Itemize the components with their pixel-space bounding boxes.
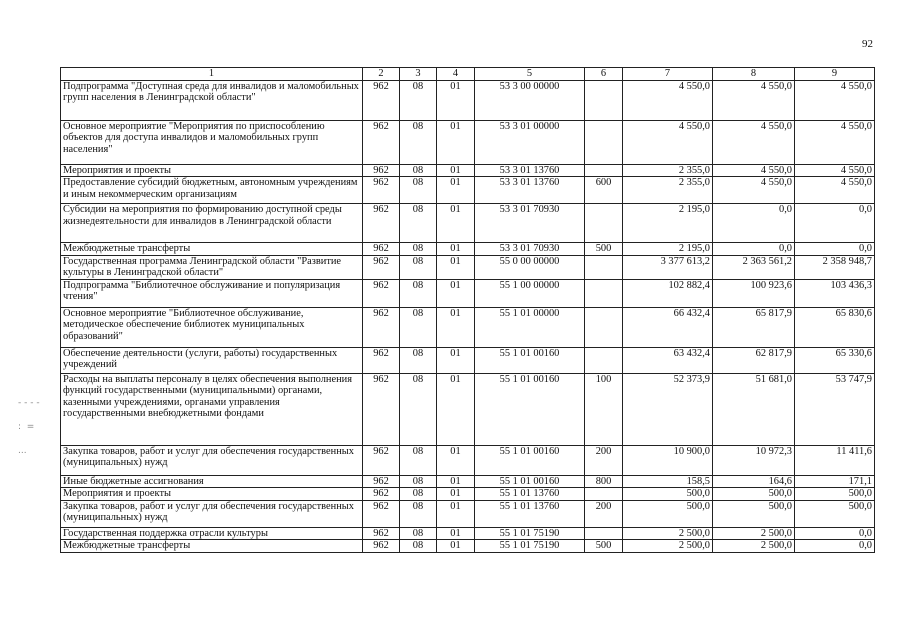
row-cell-c8: 4 550,0 [713, 120, 795, 164]
row-cell-c5: 55 1 01 00160 [475, 373, 585, 445]
row-cell-c8: 2 363 561,2 [713, 255, 795, 279]
row-cell-c2: 962 [363, 177, 400, 204]
header-cell: 2 [363, 68, 400, 81]
row-cell-c9: 4 550,0 [795, 164, 875, 177]
header-cell: 8 [713, 68, 795, 81]
row-cell-c8: 4 550,0 [713, 164, 795, 177]
row-cell-c3: 08 [400, 255, 437, 279]
table-row [61, 500, 875, 527]
header-cell: 9 [795, 68, 875, 81]
row-cell-c2: 962 [363, 80, 400, 120]
row-cell-c5: 55 1 01 75190 [475, 527, 585, 540]
row-cell-c6 [585, 120, 623, 164]
row-cell-c7: 2 355,0 [623, 177, 713, 204]
row-name-cell: Межбюджетные трансферты [61, 540, 363, 553]
row-cell-c6: 600 [585, 177, 623, 204]
row-cell-c6 [585, 164, 623, 177]
row-cell-c6 [585, 527, 623, 540]
table-row [61, 347, 875, 373]
row-cell-c2: 962 [363, 307, 400, 347]
row-cell-c9: 4 550,0 [795, 80, 875, 120]
row-cell-c7: 158,5 [623, 475, 713, 488]
row-cell-c5: 53 3 00 00000 [475, 80, 585, 120]
row-name-cell: Расходы на выплаты персоналу в целях обеспечения выполнения функций государственными (муниципальными) органами, казенными учреждениями, органами управления государственными внебюджетными фондами [61, 373, 363, 445]
row-name-cell: Государственная поддержка отрасли культуры [61, 527, 363, 540]
row-cell-c2: 962 [363, 540, 400, 553]
row-cell-c3: 08 [400, 80, 437, 120]
row-cell-c3: 08 [400, 120, 437, 164]
row-cell-c8: 0,0 [713, 204, 795, 243]
table-row [61, 307, 875, 347]
row-name-cell: Закупка товаров, работ и услуг для обеспечения государственных (муниципальных) нужд [61, 445, 363, 475]
row-cell-c5: 55 1 00 00000 [475, 279, 585, 307]
row-cell-c4: 01 [437, 80, 475, 120]
header-cell: 7 [623, 68, 713, 81]
row-name-cell: Межбюджетные трансферты [61, 243, 363, 256]
header-cell: 1 [61, 68, 363, 81]
row-cell-c2: 962 [363, 347, 400, 373]
row-cell-c9: 0,0 [795, 540, 875, 553]
row-cell-c2: 962 [363, 120, 400, 164]
row-cell-c2: 962 [363, 500, 400, 527]
row-cell-c5: 55 1 01 75190 [475, 540, 585, 553]
margin-scan-marks: - - - - : = ... [18, 398, 40, 456]
row-cell-c6: 500 [585, 243, 623, 256]
row-cell-c3: 08 [400, 500, 437, 527]
row-cell-c9: 171,1 [795, 475, 875, 488]
row-cell-c6 [585, 488, 623, 501]
row-cell-c2: 962 [363, 373, 400, 445]
page-number: 92 [862, 38, 873, 50]
row-cell-c7: 4 550,0 [623, 120, 713, 164]
row-cell-c9: 53 747,9 [795, 373, 875, 445]
row-cell-c3: 08 [400, 527, 437, 540]
row-cell-c5: 53 3 01 13760 [475, 164, 585, 177]
table-row [61, 488, 875, 501]
row-cell-c7: 10 900,0 [623, 445, 713, 475]
row-cell-c8: 0,0 [713, 243, 795, 256]
row-cell-c9: 4 550,0 [795, 120, 875, 164]
row-cell-c5: 53 3 01 70930 [475, 243, 585, 256]
row-name-cell: Основное мероприятие "Мероприятия по приспособлению объектов для доступа инвалидов и маломобильных групп населения" [61, 120, 363, 164]
row-cell-c8: 10 972,3 [713, 445, 795, 475]
row-cell-c7: 2 500,0 [623, 540, 713, 553]
row-cell-c3: 08 [400, 177, 437, 204]
row-cell-c8: 4 550,0 [713, 177, 795, 204]
row-cell-c9: 0,0 [795, 527, 875, 540]
row-cell-c7: 2 195,0 [623, 243, 713, 256]
row-cell-c4: 01 [437, 120, 475, 164]
row-cell-c8: 51 681,0 [713, 373, 795, 445]
row-cell-c4: 01 [437, 445, 475, 475]
row-cell-c5: 55 1 01 00160 [475, 347, 585, 373]
row-cell-c3: 08 [400, 373, 437, 445]
row-cell-c5: 55 1 01 00160 [475, 475, 585, 488]
row-cell-c2: 962 [363, 475, 400, 488]
row-cell-c3: 08 [400, 445, 437, 475]
row-cell-c9: 0,0 [795, 243, 875, 256]
row-name-cell: Предоставление субсидий бюджетным, автономным учреждениям и иным некоммерческим организациям [61, 177, 363, 204]
row-cell-c7: 4 550,0 [623, 80, 713, 120]
row-cell-c6: 200 [585, 445, 623, 475]
row-cell-c5: 55 1 01 13760 [475, 488, 585, 501]
row-cell-c6 [585, 255, 623, 279]
row-cell-c7: 2 355,0 [623, 164, 713, 177]
row-cell-c8: 500,0 [713, 500, 795, 527]
row-name-cell: Обеспечение деятельности (услуги, работы) государственных учреждений [61, 347, 363, 373]
row-cell-c7: 500,0 [623, 500, 713, 527]
row-cell-c2: 962 [363, 255, 400, 279]
row-cell-c5: 53 3 01 00000 [475, 120, 585, 164]
row-cell-c7: 3 377 613,2 [623, 255, 713, 279]
table-row [61, 255, 875, 279]
row-cell-c4: 01 [437, 243, 475, 256]
row-cell-c2: 962 [363, 279, 400, 307]
row-cell-c9: 4 550,0 [795, 177, 875, 204]
row-cell-c2: 962 [363, 164, 400, 177]
row-cell-c8: 2 500,0 [713, 527, 795, 540]
table-row [61, 243, 875, 256]
table-row [61, 373, 875, 445]
row-cell-c5: 53 3 01 70930 [475, 204, 585, 243]
header-cell: 3 [400, 68, 437, 81]
row-cell-c9: 65 830,6 [795, 307, 875, 347]
row-cell-c8: 4 550,0 [713, 80, 795, 120]
row-cell-c6: 800 [585, 475, 623, 488]
row-cell-c7: 102 882,4 [623, 279, 713, 307]
row-name-cell: Иные бюджетные ассигнования [61, 475, 363, 488]
row-cell-c4: 01 [437, 255, 475, 279]
row-cell-c8: 164,6 [713, 475, 795, 488]
budget-table [60, 67, 875, 553]
row-cell-c2: 962 [363, 243, 400, 256]
row-cell-c4: 01 [437, 500, 475, 527]
row-cell-c9: 2 358 948,7 [795, 255, 875, 279]
row-cell-c2: 962 [363, 445, 400, 475]
row-name-cell: Подпрограмма "Доступная среда для инвалидов и маломобильных групп населения в Ленинградской области" [61, 80, 363, 120]
row-cell-c6 [585, 347, 623, 373]
header-cell: 6 [585, 68, 623, 81]
row-cell-c9: 0,0 [795, 204, 875, 243]
row-cell-c9: 103 436,3 [795, 279, 875, 307]
row-cell-c7: 63 432,4 [623, 347, 713, 373]
row-cell-c4: 01 [437, 307, 475, 347]
table-row [61, 120, 875, 164]
table-row [61, 164, 875, 177]
row-cell-c4: 01 [437, 527, 475, 540]
row-cell-c2: 962 [363, 527, 400, 540]
row-cell-c9: 11 411,6 [795, 445, 875, 475]
table-row [61, 475, 875, 488]
row-name-cell: Мероприятия и проекты [61, 164, 363, 177]
row-name-cell: Мероприятия и проекты [61, 488, 363, 501]
row-cell-c3: 08 [400, 475, 437, 488]
row-cell-c4: 01 [437, 373, 475, 445]
row-cell-c5: 55 1 01 13760 [475, 500, 585, 527]
row-cell-c4: 01 [437, 347, 475, 373]
table-row [61, 279, 875, 307]
row-cell-c5: 53 3 01 13760 [475, 177, 585, 204]
row-cell-c4: 01 [437, 488, 475, 501]
row-cell-c3: 08 [400, 488, 437, 501]
row-cell-c4: 01 [437, 475, 475, 488]
row-cell-c8: 65 817,9 [713, 307, 795, 347]
row-cell-c8: 2 500,0 [713, 540, 795, 553]
row-cell-c3: 08 [400, 540, 437, 553]
row-cell-c4: 01 [437, 279, 475, 307]
header-cell: 4 [437, 68, 475, 81]
table-row [61, 445, 875, 475]
table-row [61, 540, 875, 553]
row-cell-c4: 01 [437, 540, 475, 553]
row-cell-c8: 62 817,9 [713, 347, 795, 373]
row-cell-c7: 2 195,0 [623, 204, 713, 243]
row-cell-c7: 66 432,4 [623, 307, 713, 347]
row-cell-c3: 08 [400, 307, 437, 347]
row-name-cell: Субсидии на мероприятия по формированию доступной среды жизнедеятельности для инвалидов в Ленинградской области [61, 204, 363, 243]
table-row [61, 177, 875, 204]
row-cell-c2: 962 [363, 204, 400, 243]
row-cell-c9: 500,0 [795, 488, 875, 501]
row-cell-c7: 500,0 [623, 488, 713, 501]
table-row [61, 527, 875, 540]
row-cell-c6: 200 [585, 500, 623, 527]
header-row [61, 68, 875, 81]
row-name-cell: Подпрограмма "Библиотечное обслуживание и популяризация чтения" [61, 279, 363, 307]
row-cell-c6: 100 [585, 373, 623, 445]
row-cell-c5: 55 0 00 00000 [475, 255, 585, 279]
row-cell-c6: 500 [585, 540, 623, 553]
table-row [61, 80, 875, 120]
row-cell-c4: 01 [437, 177, 475, 204]
row-cell-c2: 962 [363, 488, 400, 501]
row-cell-c8: 100 923,6 [713, 279, 795, 307]
header-cell: 5 [475, 68, 585, 81]
row-cell-c3: 08 [400, 243, 437, 256]
row-cell-c7: 2 500,0 [623, 527, 713, 540]
row-cell-c8: 500,0 [713, 488, 795, 501]
table-row [61, 204, 875, 243]
row-cell-c4: 01 [437, 164, 475, 177]
row-cell-c9: 65 330,6 [795, 347, 875, 373]
row-cell-c7: 52 373,9 [623, 373, 713, 445]
row-cell-c6 [585, 204, 623, 243]
row-cell-c3: 08 [400, 204, 437, 243]
row-cell-c6 [585, 307, 623, 347]
row-cell-c6 [585, 80, 623, 120]
row-cell-c9: 500,0 [795, 500, 875, 527]
row-cell-c3: 08 [400, 279, 437, 307]
row-name-cell: Государственная программа Ленинградской области "Развитие культуры в Ленинградской области" [61, 255, 363, 279]
row-cell-c4: 01 [437, 204, 475, 243]
row-cell-c6 [585, 279, 623, 307]
row-name-cell: Основное мероприятие "Библиотечное обслуживание, методическое обеспечение библиотек муниципальных образований" [61, 307, 363, 347]
row-cell-c5: 55 1 01 00000 [475, 307, 585, 347]
row-cell-c3: 08 [400, 347, 437, 373]
row-cell-c3: 08 [400, 164, 437, 177]
row-cell-c5: 55 1 01 00160 [475, 445, 585, 475]
row-name-cell: Закупка товаров, работ и услуг для обеспечения государственных (муниципальных) нужд [61, 500, 363, 527]
